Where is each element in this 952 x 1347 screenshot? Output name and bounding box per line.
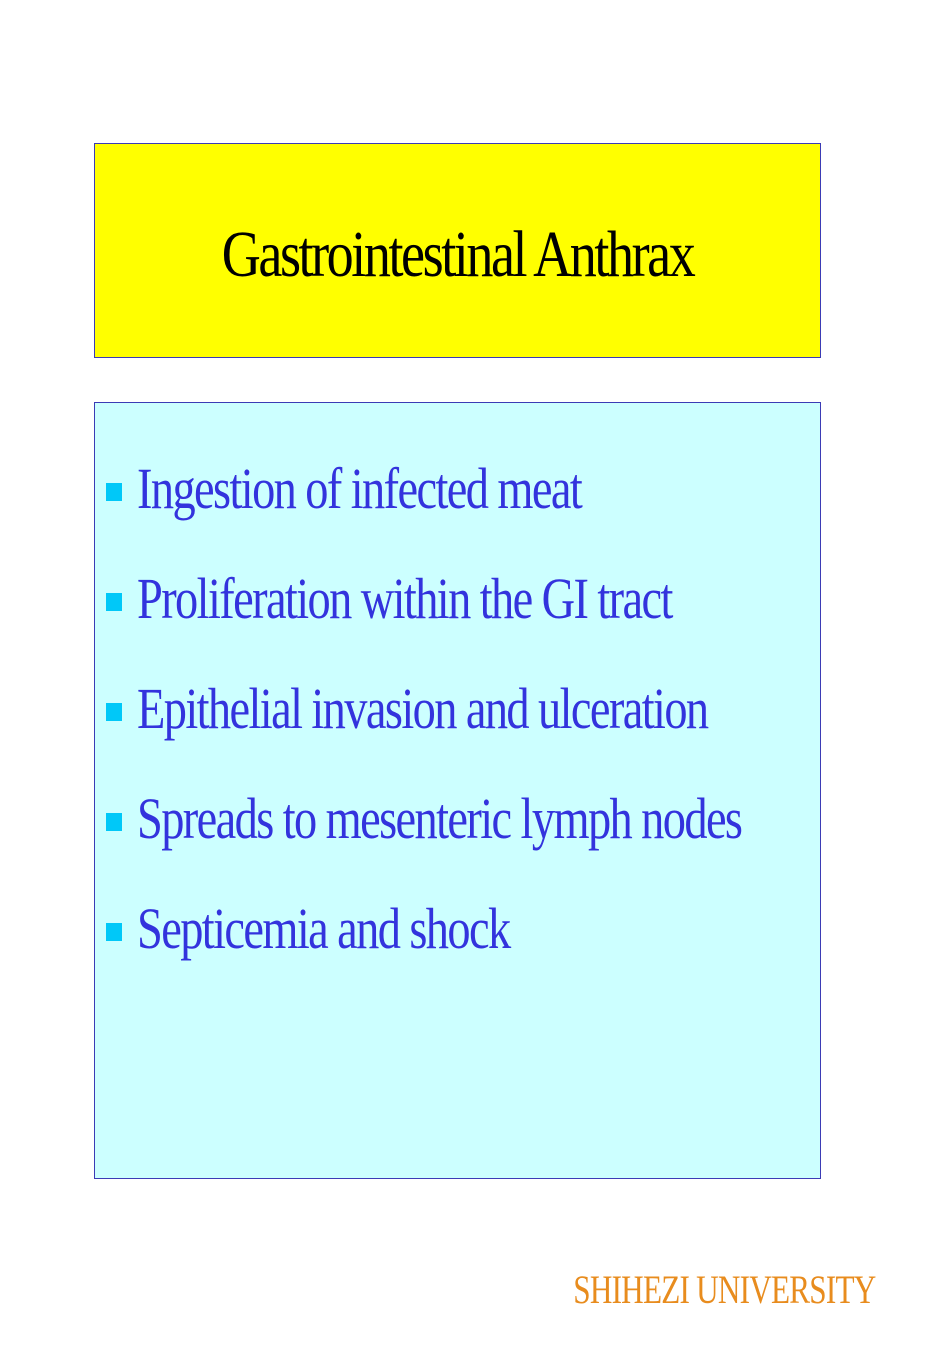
square-bullet-icon	[106, 813, 122, 831]
square-bullet-icon	[106, 923, 122, 941]
bullet-text: Septicemia and shock	[137, 895, 510, 961]
bullet-text: Spreads to mesenteric lymph nodes	[137, 785, 742, 851]
bullet-list	[106, 433, 893, 983]
list-item	[106, 653, 893, 763]
list-item	[106, 543, 893, 653]
bullet-text: Ingestion of infected meat	[137, 455, 582, 521]
slide-title: Gastrointestinal Anthrax	[221, 217, 694, 291]
bullet-text: Epithelial invasion and ulceration	[137, 675, 708, 741]
list-item	[106, 873, 893, 983]
square-bullet-icon	[106, 593, 122, 611]
bullet-text: Proliferation within the GI tract	[137, 565, 672, 631]
university-footer: SHIHEZI UNIVERSITY	[573, 1267, 876, 1312]
title-box	[94, 143, 821, 358]
list-item	[106, 433, 893, 543]
list-item	[106, 763, 893, 873]
square-bullet-icon	[106, 703, 122, 721]
content-box	[94, 402, 821, 1179]
square-bullet-icon	[106, 483, 122, 501]
